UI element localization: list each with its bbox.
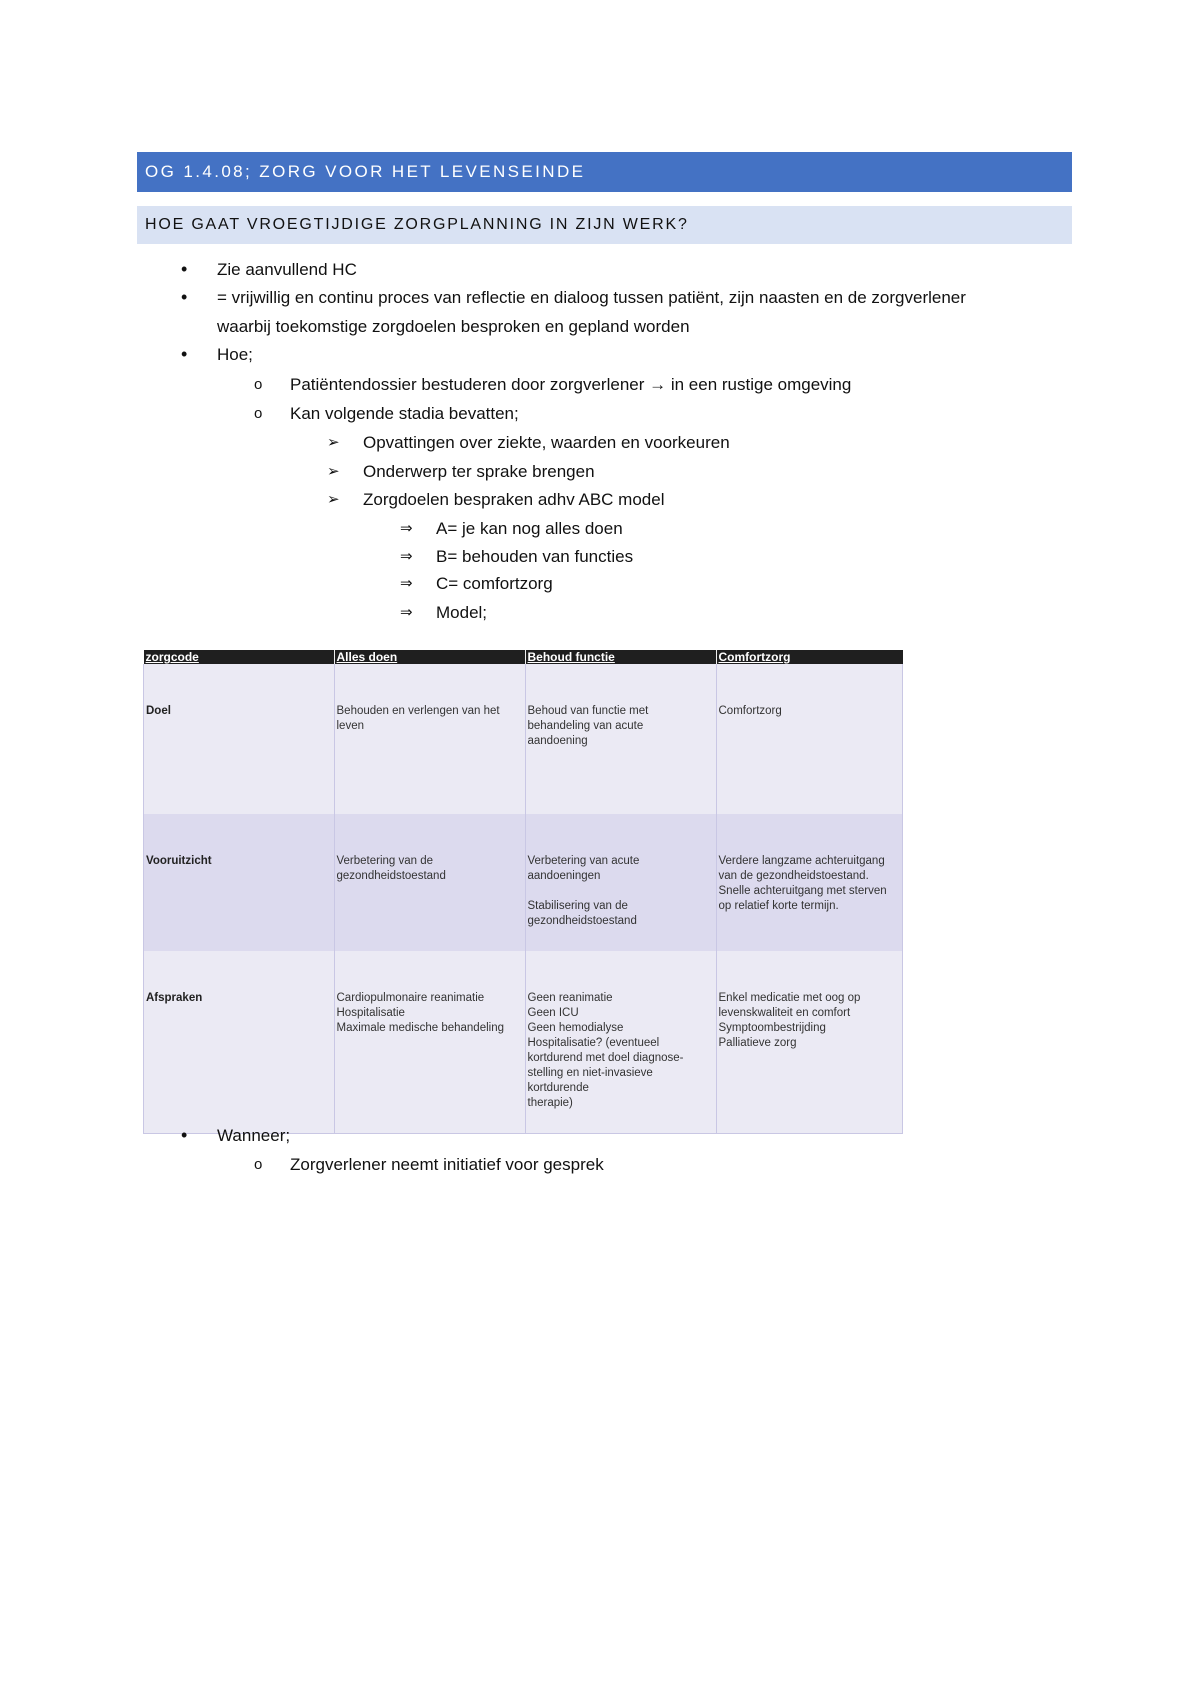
cell-line: levenskwaliteit en comfort [718,1007,851,1019]
circle-marker: o [254,405,263,422]
bullet-definitie-regel-2: waarbij toekomstige zorgdoelen besproken en gepland worden [217,317,690,336]
table-row [144,951,903,1134]
cell-line: Palliatieve zorg [718,1037,797,1049]
table-cell [525,664,716,814]
table-cell [334,664,525,814]
cell-line: Behoud van functie met [527,705,649,717]
cell-line: kortdurend met doel diagnose- [527,1052,684,1064]
cell-line: Snelle achteruitgang met sterven [718,885,887,897]
subitem-stadia: Kan volgende stadia bevatten; [290,404,519,423]
implies-marker: ⇒ [400,575,413,592]
cell-line: Enkel medicatie met oog op [718,992,861,1004]
arrowhead-marker: ➢ [327,463,340,480]
table-header-behoud-functie: Behoud functie [525,650,716,664]
arrowhead-marker: ➢ [327,434,340,451]
bullet-marker: • [181,259,188,279]
table-cell [525,814,716,951]
abc-item-b: B= behouden van functies [436,547,634,566]
cell-line: behandeling van acute [527,720,644,732]
cell-line: Geen hemodialyse [527,1022,624,1034]
cell-line: Geen reanimatie [527,992,613,1004]
row-label-vooruitzicht: Vooruitzicht [144,814,335,951]
cell-line: Verdere langzame achteruitgang [718,855,885,867]
abc-model-table [143,650,903,1134]
bullet-marker: • [181,287,188,307]
cell-line: Geen ICU [527,1007,579,1019]
bullet-marker: • [181,344,188,364]
stadium-onderwerp: Onderwerp ter sprake brengen [363,462,595,481]
cell-line: van de gezondheidstoestand. [718,870,869,882]
implies-marker: ⇒ [400,520,413,537]
table-cell [334,814,525,951]
cell-line: gezondheidstoestand [527,915,637,927]
abc-item-model: Model; [436,603,488,622]
heading-2: HOE GAAT VROEGTIJDIGE ZORGPLANNING IN ZIJN WERK? [137,206,1072,244]
row-label-afspraken: Afspraken [144,951,335,1134]
bullet-hoe: Hoe; [217,345,253,364]
subitem-patientendossier: Patiëntendossier bestuderen door zorgverlener → in een rustige omgeving [290,375,852,394]
table-cell [525,951,716,1134]
table-header-row [144,650,903,664]
bullet-wanneer: Wanneer; [217,1126,291,1145]
bullet-definitie-regel-1: = vrijwillig en continu proces van reflectie en dialoog tussen patiënt, zijn naasten en de zorgverlener [217,288,966,307]
table-cell [716,951,903,1134]
table-row [144,664,903,814]
cell-line: Behouden en verlengen van het [336,705,500,717]
bullet-marker: • [181,1125,188,1145]
cell-line: leven [336,720,364,732]
cell-line: kortdurende [527,1082,589,1094]
cell-line: Hospitalisatie [336,1007,405,1019]
table-header-zorgcode: zorgcode [144,650,335,664]
implies-marker: ⇒ [400,548,413,565]
cell-line: aandoening [527,735,588,747]
stadium-opvattingen: Opvattingen over ziekte, waarden en voorkeuren [363,433,730,452]
cell-line: Symptoombestrijding [718,1022,826,1034]
row-label-doel: Doel [144,664,335,814]
cell-line: Cardiopulmonaire reanimatie [336,992,485,1004]
cell-spacer [528,884,714,899]
cell-line: stelling en niet-invasieve [527,1067,653,1079]
table-cell [716,814,903,951]
table-cell [334,951,525,1134]
circle-marker: o [254,1156,263,1173]
abc-item-c: C= comfortzorg [436,574,553,593]
implies-marker: ⇒ [400,604,413,621]
cell-line: Verbetering van de [336,855,434,867]
table-row [144,814,903,951]
cell-line: Stabilisering van de [527,900,628,912]
cell-line: Hospitalisatie? (eventueel [527,1037,660,1049]
subitem-initiatief: Zorgverlener neemt initiatief voor gesprek [290,1155,604,1174]
cell-line: therapie) [527,1097,573,1109]
table-header-alles-doen: Alles doen [334,650,525,664]
circle-marker: o [254,376,263,393]
heading-1: OG 1.4.08; ZORG VOOR HET LEVENSEINDE [137,152,1072,192]
cell-line: gezondheidstoestand [336,870,446,882]
cell-line: Verbetering van acute [527,855,640,867]
bullet-zie-aanvullend: Zie aanvullend HC [217,260,357,279]
stadium-zorgdoelen: Zorgdoelen bespraken adhv ABC model [363,490,665,509]
arrowhead-marker: ➢ [327,491,340,508]
cell-line: Comfortzorg [718,705,782,717]
abc-item-a: A= je kan nog alles doen [436,519,623,538]
table-cell [716,664,903,814]
cell-line: Maximale medische behandeling [336,1022,504,1034]
cell-line: op relatief korte termijn. [718,900,839,912]
table-header-comfortzorg: Comfortzorg [716,650,903,664]
cell-line: aandoeningen [527,870,601,882]
